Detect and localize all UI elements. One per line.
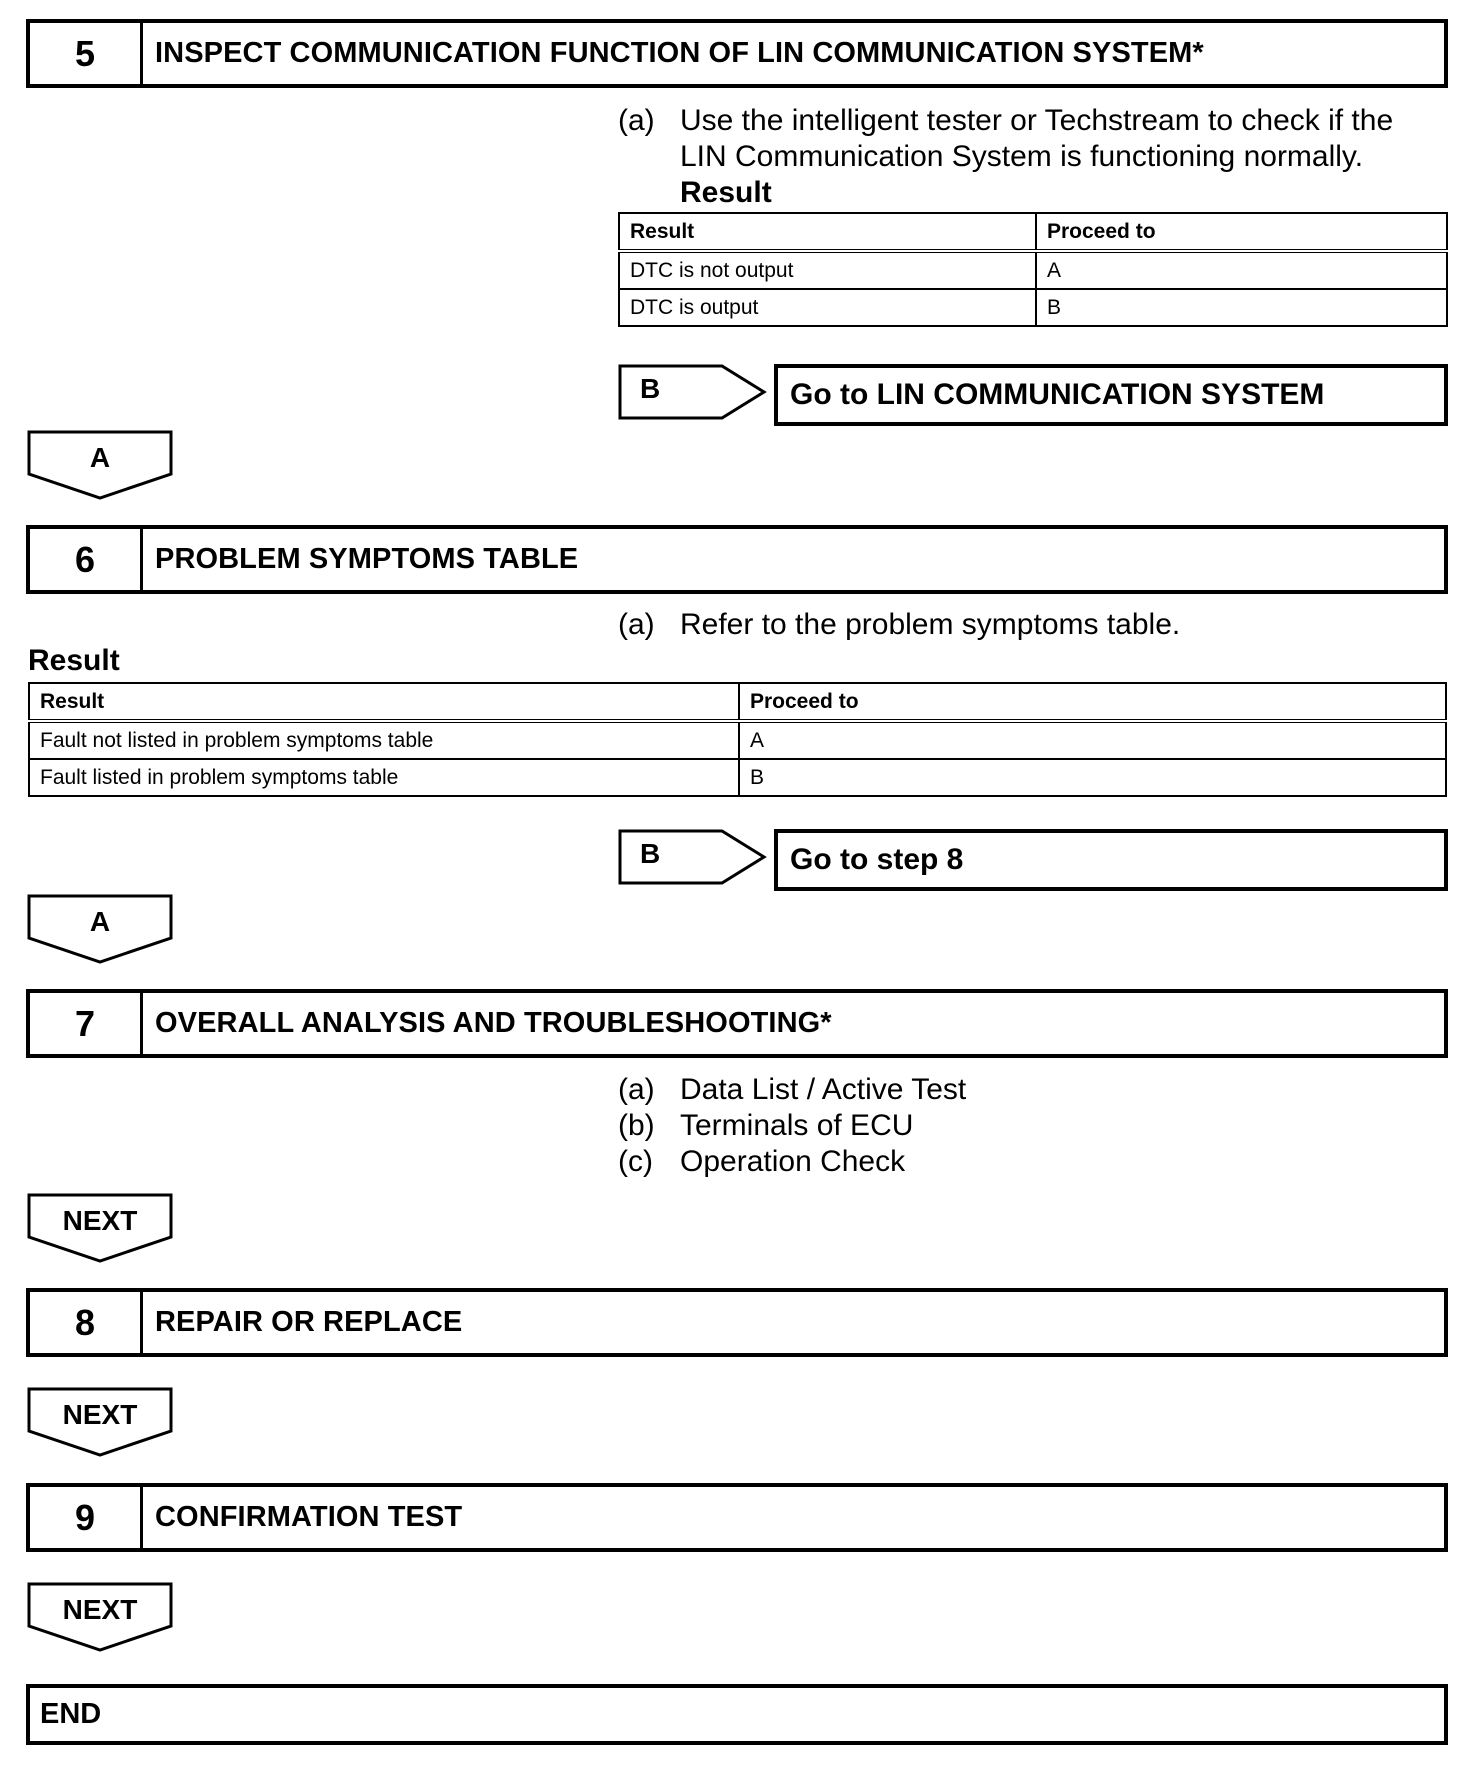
step-5-header: [26, 19, 1448, 88]
step-number: 5: [30, 23, 143, 84]
step-title: OVERALL ANALYSIS AND TROUBLESHOOTING*: [155, 1007, 832, 1039]
table-header-result: Result: [29, 683, 739, 721]
step-8-header: [26, 1288, 1448, 1357]
instruction-label: (a): [618, 608, 655, 641]
instruction-text: Terminals of ECU: [680, 1109, 914, 1142]
proceed-label: A: [89, 442, 111, 473]
branch-b-label: B: [640, 373, 661, 404]
instruction-text: Refer to the problem symptoms table.: [680, 608, 1181, 641]
instruction-text: Data List / Active Test: [680, 1073, 967, 1106]
next-label: NEXT: [62, 1205, 138, 1236]
table-cell: A: [739, 721, 1446, 759]
step-number: 8: [30, 1292, 143, 1353]
next-label: NEXT: [62, 1399, 138, 1430]
proceed-a-arrow[interactable]: [27, 894, 177, 966]
instruction-label: (a): [618, 104, 655, 137]
table-cell: Fault listed in problem symptoms table: [29, 759, 739, 796]
branch-b-tag[interactable]: [618, 829, 768, 885]
goto-text: Go to step 8: [790, 843, 964, 876]
table-cell: A: [1036, 251, 1447, 289]
step-title: INSPECT COMMUNICATION FUNCTION OF LIN COMMUNICATION SYSTEM*: [155, 37, 1204, 69]
step-number: 6: [30, 529, 143, 590]
table-cell: B: [1036, 289, 1447, 326]
instruction-item: [618, 1144, 1448, 1180]
result-label: Result: [28, 644, 120, 677]
next-arrow[interactable]: [27, 1193, 177, 1265]
step-title: PROBLEM SYMPTOMS TABLE: [155, 543, 579, 575]
instruction-item: [618, 1108, 1448, 1144]
table-row: [619, 251, 1447, 289]
next-arrow[interactable]: [27, 1582, 177, 1654]
table-cell: DTC is output: [619, 289, 1036, 326]
step-6-instruction: [618, 607, 1448, 643]
instruction-label: (a): [618, 1073, 655, 1106]
goto-step-8[interactable]: [774, 829, 1448, 891]
step-9-header: [26, 1483, 1448, 1552]
goto-text: Go to LIN COMMUNICATION SYSTEM: [790, 378, 1325, 411]
step-title: REPAIR OR REPLACE: [155, 1306, 463, 1338]
instruction-item: [618, 1072, 1448, 1108]
goto-lin-communication-system[interactable]: [774, 364, 1448, 426]
step-7-instructions: [618, 1072, 1448, 1180]
table-header-result: Result: [619, 213, 1036, 251]
step-5-result-table: [618, 212, 1448, 327]
next-label: NEXT: [62, 1594, 138, 1625]
table-header-proceed: Proceed to: [1036, 213, 1447, 251]
step-6-result-table: [28, 682, 1447, 797]
instruction-line-2: LIN Communication System is functioning normally.: [680, 140, 1364, 173]
next-arrow[interactable]: [27, 1387, 177, 1459]
branch-b-tag[interactable]: [618, 364, 768, 420]
table-cell: Fault not listed in problem symptoms table: [29, 721, 739, 759]
step-number: 9: [30, 1487, 143, 1548]
proceed-a-arrow[interactable]: [27, 430, 177, 502]
instruction-label: (c): [618, 1145, 653, 1178]
branch-b-label: B: [640, 838, 661, 869]
end-label: END: [40, 1698, 102, 1730]
table-cell: DTC is not output: [619, 251, 1036, 289]
end-box: [26, 1684, 1448, 1745]
instruction-text: Operation Check: [680, 1145, 906, 1178]
step-title: CONFIRMATION TEST: [155, 1501, 463, 1533]
table-cell: B: [739, 759, 1446, 796]
step-number: 7: [30, 993, 143, 1054]
step-5-instruction: [618, 103, 1448, 211]
table-row: [619, 289, 1447, 326]
step-7-header: [26, 989, 1448, 1058]
table-header-proceed: Proceed to: [739, 683, 1446, 721]
step-6-header: [26, 525, 1448, 594]
result-label: Result: [680, 176, 772, 209]
table-row: [29, 759, 1446, 796]
instruction-line-1: Use the intelligent tester or Techstream to check if the: [680, 104, 1394, 137]
proceed-label: A: [89, 906, 111, 937]
instruction-label: (b): [618, 1109, 655, 1142]
table-row: [29, 721, 1446, 759]
